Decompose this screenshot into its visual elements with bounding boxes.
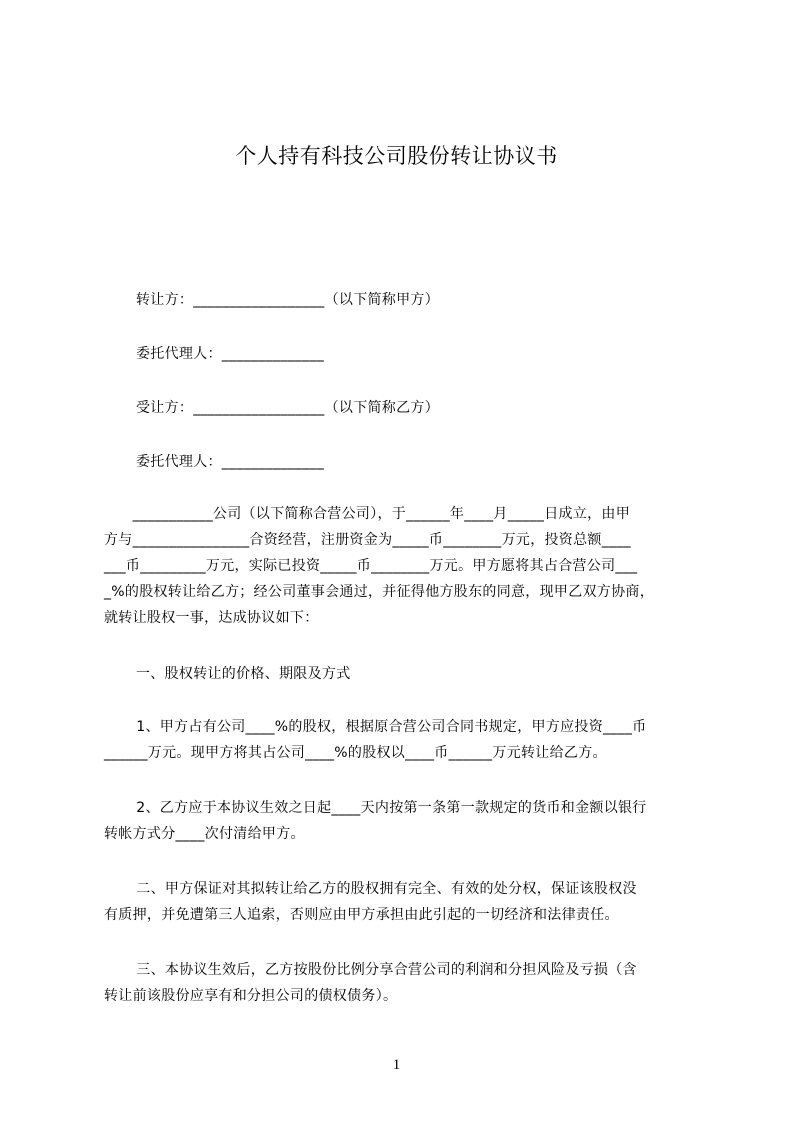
clause-2-line: 2、乙方应于本协议生效之日起____天内按第一条第一款规定的货币和金额以银行 (122, 800, 647, 816)
transferor-text: 转让方：__________________（以下简称甲方） (136, 292, 439, 308)
clause-1-paragraph (104, 714, 710, 766)
intro-line: 就转让股权一事，达成协议如下： (104, 610, 319, 626)
section-2-line: 二、甲方保证对其拟转让给乙方的股权拥有完全、有效的处分权，保证该股权没 (122, 881, 637, 897)
intro-line: 方与________________合资经营，注册资金为_____币________万元，投资总额____ (104, 532, 631, 548)
transferor-agent-text: 委托代理人：______________ (136, 346, 324, 362)
section-1-heading (104, 664, 710, 684)
intro-line: ___币_________万元，实际已投资_____币________万元。甲方愿将其占合营公司___ (104, 558, 638, 574)
document-title: 个人持有科技公司股份转让协议书 (235, 144, 558, 168)
section-3-line: 三、本协议生效后，乙方按股份比例分享合营公司的利润和分担风险及亏损（含 (122, 962, 637, 978)
intro-line: _%的股权转让给乙方；经公司董事会通过，并征得他方股东的同意，现甲乙双方协商， (104, 584, 654, 600)
page-number: 1 (392, 1057, 401, 1073)
intro-line: ___________公司（以下简称合营公司），于______年____月_____日成立，由甲 (104, 506, 630, 522)
section-3-paragraph (104, 957, 710, 1009)
clause-1-line: ______万元。现甲方将其占公司____%的股权以____币______万元转让给乙方。 (104, 745, 607, 761)
transferee-line (104, 398, 710, 418)
intro-paragraph (104, 501, 710, 631)
clause-1-line: 1、甲方占有公司____%的股权，根据原合营公司合同书规定，甲方应投资____币 (122, 719, 647, 735)
clause-2-line: 转帐方式分____次付清给甲方。 (104, 826, 305, 842)
section-2-paragraph (104, 876, 710, 928)
transferee-text: 受让方：__________________（以下简称乙方） (136, 400, 439, 416)
section-3-line: 转让前该股份应享有和分担公司的债权债务）。 (104, 988, 398, 1004)
transferor-agent-line (104, 344, 710, 364)
section-2-line: 有质押，并免遭第三人追索，否则应由甲方承担由此引起的一切经济和法律责任。 (104, 907, 619, 923)
transferee-agent-line (104, 452, 710, 472)
transferor-line (104, 290, 710, 310)
transferee-agent-text: 委托代理人：______________ (136, 454, 324, 470)
clause-2-paragraph (104, 795, 710, 847)
section-1-heading-text: 一、股权转让的价格、期限及方式 (136, 666, 351, 682)
